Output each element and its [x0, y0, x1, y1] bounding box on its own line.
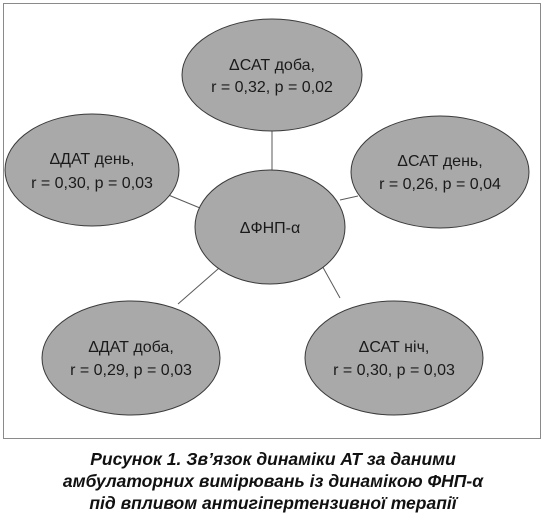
- node-sat-den: [351, 116, 529, 228]
- figure-caption: [0, 448, 546, 514]
- caption-line-1: Рисунок 1. Зв’язок динаміки АТ за даними: [90, 449, 456, 469]
- center-node: [195, 170, 345, 284]
- caption-line-2: амбулаторних вимірювань із динамікою ФНП-α: [62, 471, 484, 491]
- node-label: ΔДАТ доба,: [88, 339, 174, 356]
- edge-dat-den: [166, 194, 200, 208]
- center-label: ΔФНП-α: [239, 220, 301, 237]
- edge-sat-den: [340, 196, 358, 200]
- node-dat-den: [5, 114, 179, 226]
- node-stats: r = 0,30, p = 0,03: [31, 175, 153, 192]
- caption-line-3: під впливом антигіпертензивної терапії: [89, 493, 457, 513]
- node-label: ΔСАТ доба,: [229, 57, 315, 74]
- node-dat-doba: [42, 301, 220, 415]
- node-sat-nich: [305, 301, 483, 415]
- node-label: ΔДАТ день,: [49, 151, 135, 168]
- node-sat-doba: [182, 19, 362, 131]
- node-stats: r = 0,30, p = 0,03: [333, 362, 455, 379]
- node-stats: r = 0,26, p = 0,04: [379, 176, 501, 193]
- node-label: ΔСАТ ніч,: [358, 339, 430, 356]
- node-stats: r = 0,29, p = 0,03: [70, 362, 192, 379]
- node-label: ΔСАТ день,: [397, 153, 483, 170]
- node-stats: r = 0,32, p = 0,02: [211, 79, 333, 96]
